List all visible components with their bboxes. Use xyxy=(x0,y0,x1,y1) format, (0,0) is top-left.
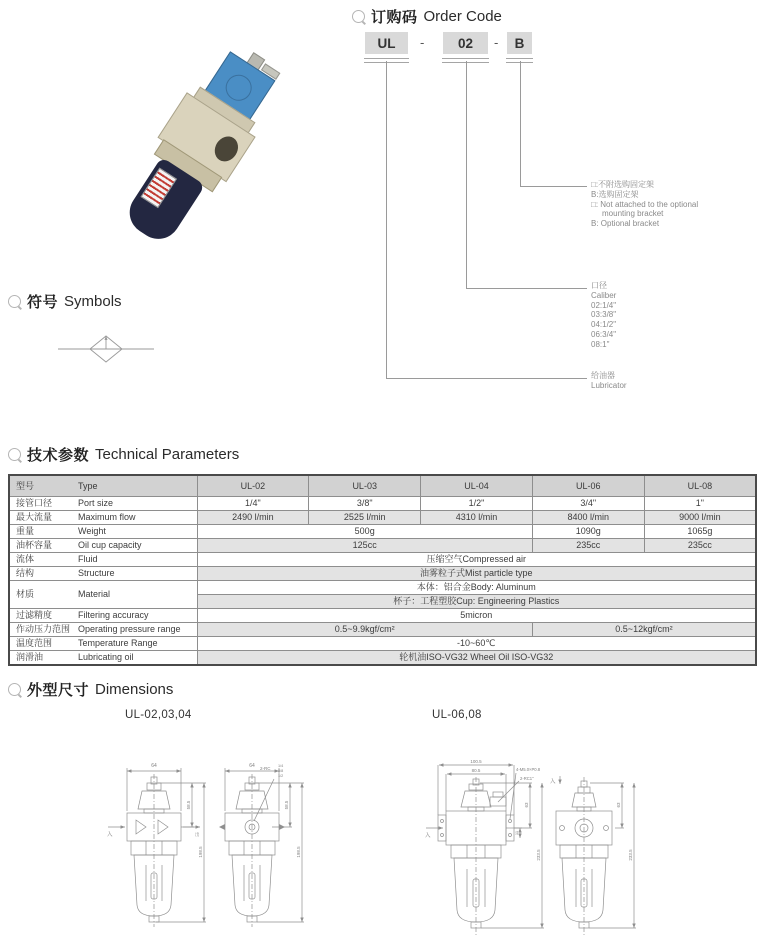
fill-port-label: 入 xyxy=(550,779,556,785)
model-header: UL-02 xyxy=(197,475,309,497)
order-code-part-bracket: B xyxy=(507,32,532,54)
dim-port-height: 63 xyxy=(524,802,529,808)
dim-total-height: 198.5 xyxy=(198,846,203,858)
cap-circle xyxy=(221,70,257,106)
drawing-label-large-models: UL-06,08 xyxy=(432,709,482,721)
table-row-temperature: 温度范围 Temperature Range -10~60℃ xyxy=(9,637,756,651)
bracket-note xyxy=(591,180,698,229)
cell: 500g xyxy=(197,525,532,539)
symbols-heading xyxy=(8,291,122,312)
order-code-part-series: UL xyxy=(365,32,408,54)
table-row-oil-cup: 油杯容量 Oil cup capacity 125cc 235cc 235cc xyxy=(9,539,756,553)
table-row-fluid: 流体 Fluid 压缩空气Compressed air xyxy=(9,553,756,567)
dim-width: 64 xyxy=(249,763,255,769)
port-thread-note: 2-RC xyxy=(260,766,271,771)
dim-port-height: 58.5 xyxy=(186,800,191,810)
table-row-port-size: 接管口径 Port size 1/4" 3/8" 1/2" 3/4" 1" xyxy=(9,497,756,511)
header-type-cell: 型号 Type xyxy=(9,475,197,497)
technical-title-zh: 技术参数 xyxy=(27,447,90,464)
table-row-structure: 结构 Structure 油雾粒子式Mist particle type xyxy=(9,567,756,581)
cell: 235cc xyxy=(532,539,644,553)
order-code-dash: - xyxy=(494,35,499,50)
order-code-part-caliber: 02 xyxy=(443,32,488,54)
dimensions-heading xyxy=(8,679,173,700)
note-line: Lubricator xyxy=(591,380,627,390)
table-row-pressure: 作动压力范围 Operating pressure range 0.5~9.9kgf/cm² 0.5~12kgf/cm² xyxy=(9,623,756,637)
table-row-material-1: 材质 Material 本体：铝合金Body: Aluminum xyxy=(9,581,756,595)
cell: 1065g xyxy=(644,525,756,539)
order-code-heading xyxy=(352,6,502,27)
cell: 0.5~9.9kgf/cm² xyxy=(197,623,532,637)
dim-total-height: 198.5 xyxy=(296,846,301,858)
cell: 1" xyxy=(644,497,756,511)
note-line: B: Optional bracket xyxy=(591,219,660,229)
technical-parameters-table xyxy=(8,474,757,666)
cell: 4310 l/min xyxy=(421,511,533,525)
table-header-row xyxy=(9,475,756,497)
note-line: 给油器 xyxy=(591,371,615,380)
product-photo xyxy=(100,28,301,263)
lubricator-symbol xyxy=(48,318,168,380)
cell: 0.5~12kgf/cm² xyxy=(532,623,756,637)
note-line: 02:1/4" xyxy=(591,300,617,310)
cell: 压缩空气Compressed air xyxy=(197,553,756,567)
dimensions-title-en: Dimensions xyxy=(95,681,174,698)
note-line: mounting bracket xyxy=(602,209,664,219)
lubricator-note xyxy=(591,371,627,391)
cell: -10~60℃ xyxy=(197,637,756,651)
model-header: UL-03 xyxy=(309,475,421,497)
cell: 1/2" xyxy=(421,497,533,511)
inlet-label: 入 xyxy=(425,833,431,839)
note-line: 08:1" xyxy=(591,339,610,349)
note-line: B:选购固定架 xyxy=(591,189,639,199)
table-row-weight: 重量 Weight 500g 1090g 1065g xyxy=(9,525,756,539)
section-marker-icon xyxy=(8,683,21,696)
inlet-label: 入 xyxy=(107,832,113,838)
side-view xyxy=(219,768,304,927)
cell: 1090g xyxy=(532,525,644,539)
technical-title-en: Technical Parameters xyxy=(95,446,240,463)
cell: 本体：铝合金Body: Aluminum xyxy=(197,581,756,595)
section-marker-icon xyxy=(8,295,21,308)
symbols-title-en: Symbols xyxy=(64,293,122,310)
cell: 2490 l/min xyxy=(197,511,309,525)
table-row-lubricating: 润滑油 Lubricating oil 轮机油ISO-VG32 Wheel Oil ISO-VG32 xyxy=(9,651,756,666)
drawing-label-small-models: UL-02,03,04 xyxy=(125,709,192,721)
cell: 5micron xyxy=(197,609,756,623)
note-line: Caliber xyxy=(591,290,617,300)
cell: 杯子：工程塑胶Cup: Engineering Plastics xyxy=(197,595,756,609)
note-line: □: Not attached to the optional xyxy=(591,199,699,209)
front-view xyxy=(108,768,206,927)
dim-port-height: 58.5 xyxy=(284,800,289,810)
note-line: 06:3/4" xyxy=(591,329,617,339)
caliber-note xyxy=(591,281,616,350)
technical-parameters-heading xyxy=(8,444,239,465)
cell: 3/8" xyxy=(309,497,421,511)
section-marker-icon xyxy=(8,448,21,461)
order-code-title-zh: 订购码 xyxy=(371,9,418,26)
cell: 235cc xyxy=(644,539,756,553)
dimension-drawing-ul020304 xyxy=(104,757,314,943)
cell: 轮机油ISO-VG32 Wheel Oil ISO-VG32 xyxy=(197,651,756,666)
order-code-dash: - xyxy=(420,35,425,50)
dim-body-width: 80.5 xyxy=(471,768,481,773)
table-row-max-flow: 最大流量 Maximum flow 2490 l/min 2525 l/min 4310 l/min 8400 l/min 9000 l/min xyxy=(9,511,756,525)
model-header: UL-04 xyxy=(421,475,533,497)
port-thread-note: 2-RC1" xyxy=(520,776,534,781)
dim-total-height: 233.5 xyxy=(628,849,633,861)
port-size-option: 1/2 xyxy=(278,774,284,778)
port-size-option: 3/8 xyxy=(278,769,284,773)
order-code-title-en: Order Code xyxy=(423,8,502,25)
model-header: UL-08 xyxy=(644,475,756,497)
product-label xyxy=(140,167,177,208)
cell: 125cc xyxy=(197,539,532,553)
port-hole xyxy=(210,132,243,166)
cell: 2525 l/min xyxy=(309,511,421,525)
screw-note: 4-M5.0×P0.8 xyxy=(516,767,541,772)
cell: 3/4" xyxy=(532,497,644,511)
cell: 1/4" xyxy=(197,497,309,511)
cell: 9000 l/min xyxy=(644,511,756,525)
dim-total-width: 100.5 xyxy=(470,759,482,764)
dim-total-height: 233.5 xyxy=(536,849,541,861)
dim-port-height: 63 xyxy=(616,802,621,808)
note-line: 04:1/2" xyxy=(591,320,617,330)
port-size-option: 1/4 xyxy=(278,764,284,768)
note-line: 口径 xyxy=(591,281,607,290)
outlet-label: 出 xyxy=(195,832,200,837)
dimension-drawing-ul0608 xyxy=(424,757,659,943)
note-line: 03:3/8" xyxy=(591,310,617,320)
table-row-filtering: 过滤精度 Filtering accuracy 5micron xyxy=(9,609,756,623)
cell: 8400 l/min xyxy=(532,511,644,525)
symbols-title-zh: 符号 xyxy=(27,294,59,311)
front-view-bracket xyxy=(426,765,544,935)
dimensions-title-zh: 外型尺寸 xyxy=(27,682,90,699)
model-header: UL-06 xyxy=(532,475,644,497)
section-marker-icon xyxy=(352,10,365,23)
dim-offset: 11 xyxy=(514,830,519,836)
dim-width: 64 xyxy=(151,763,157,769)
side-view-large xyxy=(556,776,636,935)
order-code-connector-lubricator xyxy=(386,61,587,379)
note-line: □:不附选购固定架 xyxy=(591,180,655,189)
cell: 油雾粒子式Mist particle type xyxy=(197,567,756,581)
